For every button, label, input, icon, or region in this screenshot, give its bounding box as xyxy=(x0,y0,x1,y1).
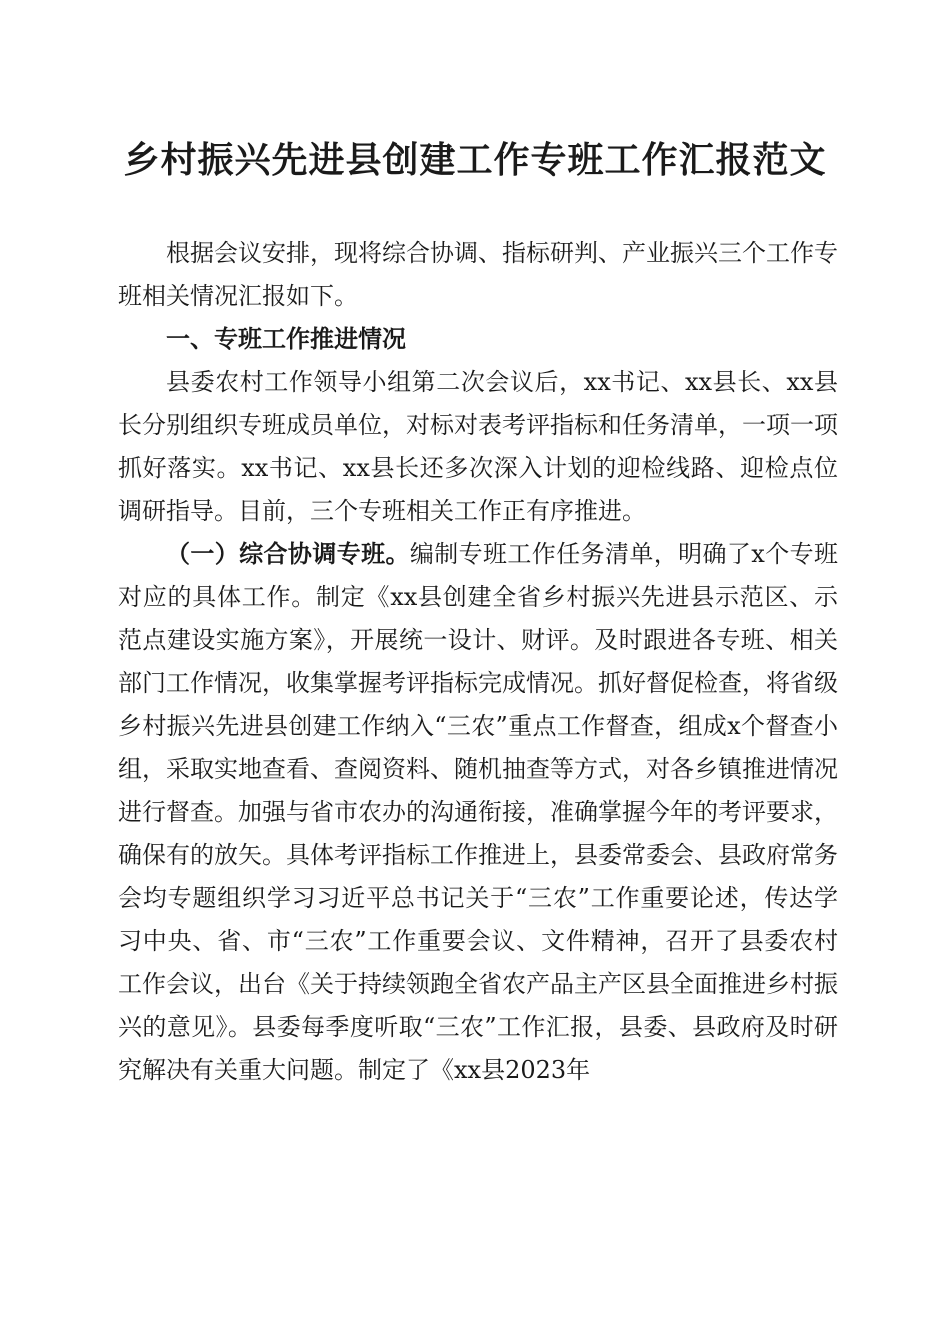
section-heading: 一、专班工作推进情况 xyxy=(166,325,406,353)
document-body xyxy=(118,232,838,1092)
document-title: 乡村振兴先进县创建工作专班工作汇报范文 xyxy=(123,139,827,181)
section-paragraph: 县委农村工作领导小组第二次会议后，xx书记、xx县长、xx县长分别组织专班成员单位，对标对表考评指标和任务清单，一项一项抓好落实。xx书记、xx县长还多次深入计划的迎检线路、迎检点位调研指导。目前，三个专班相关工作正有序推进。 xyxy=(118,368,838,525)
intro-paragraph: 根据会议安排，现将综合协调、指标研判、产业振兴三个工作专班相关情况汇报如下。 xyxy=(118,239,838,310)
subsection-paragraph xyxy=(118,533,838,1092)
subsection-lead: （一）综合协调专班。 xyxy=(166,540,410,568)
subsection-text: 编制专班工作任务清单，明确了x个专班对应的具体工作。制定《xx县创建全省乡村振兴先进县示范区、示范点建设实施方案》，开展统一设计、财评。及时跟进各专班、相关部门工作情况，收集掌握考评指标完成情况。抓好督促检查，将省级乡村振兴先进县创建工作纳入“三农”重点工作督查，组成x个督查小组，采取实地查看、查阅资料、随机抽查等方式，对各乡镇推进情况进行督查。加强与省市农办的沟通衔接，准确掌握今年的考评要求，确保有的放矢。具体考评指标工作推进上，县委常委会、县政府常务会均专题组织学习习近平总书记关于“三农”工作重要论述，传达学习中央、省、市“三农”工作重要会议、文件精神，召开了县委农村工作会议，出台《关于持续领跑全省农产品主产区县全面推进乡村振兴的意见》。县委每季度听取“三农”工作汇报，县委、县政府及时研究解决有关重大问题。制定了《xx县2023年 xyxy=(118,540,838,1084)
